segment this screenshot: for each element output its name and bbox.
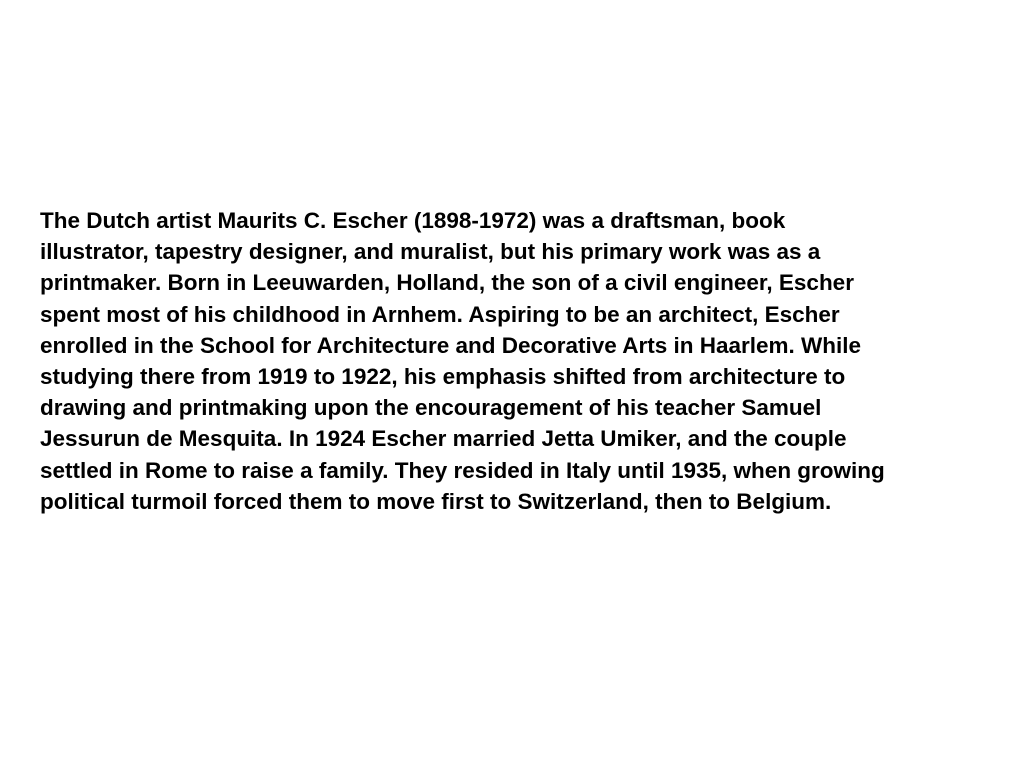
paragraph-line-1: The Dutch artist Maurits C. Escher (1898-1972) was a draftsman, book bbox=[40, 208, 786, 233]
paragraph-line-10: political turmoil forced them to move first to Switzerland, then to Belgium. bbox=[40, 488, 832, 514]
paragraph-line-2: illustrator, tapestry designer, and muralist, but his primary work was as a bbox=[40, 239, 821, 265]
body-paragraph bbox=[40, 205, 1015, 517]
paragraph-line-4: spent most of his childhood in Arnhem. Aspiring to be an architect, Escher bbox=[40, 301, 840, 327]
paragraph-line-7: drawing and printmaking upon the encouragement of his teacher Samuel bbox=[40, 395, 822, 421]
paragraph-line-3: printmaker. Born in Leeuwarden, Holland, the son of a civil engineer, Escher bbox=[40, 270, 854, 296]
paragraph-line-6: studying there from 1919 to 1922, his emphasis shifted from architecture to bbox=[40, 364, 846, 390]
paragraph-line-5: enrolled in the School for Architecture and Decorative Arts in Haarlem. While bbox=[40, 332, 862, 358]
paragraph-line-9: settled in Rome to raise a family. They resided in Italy until 1935, when growing bbox=[40, 457, 885, 483]
paragraph-line-8: Jessurun de Mesquita. In 1924 Escher married Jetta Umiker, and the couple bbox=[40, 426, 847, 452]
